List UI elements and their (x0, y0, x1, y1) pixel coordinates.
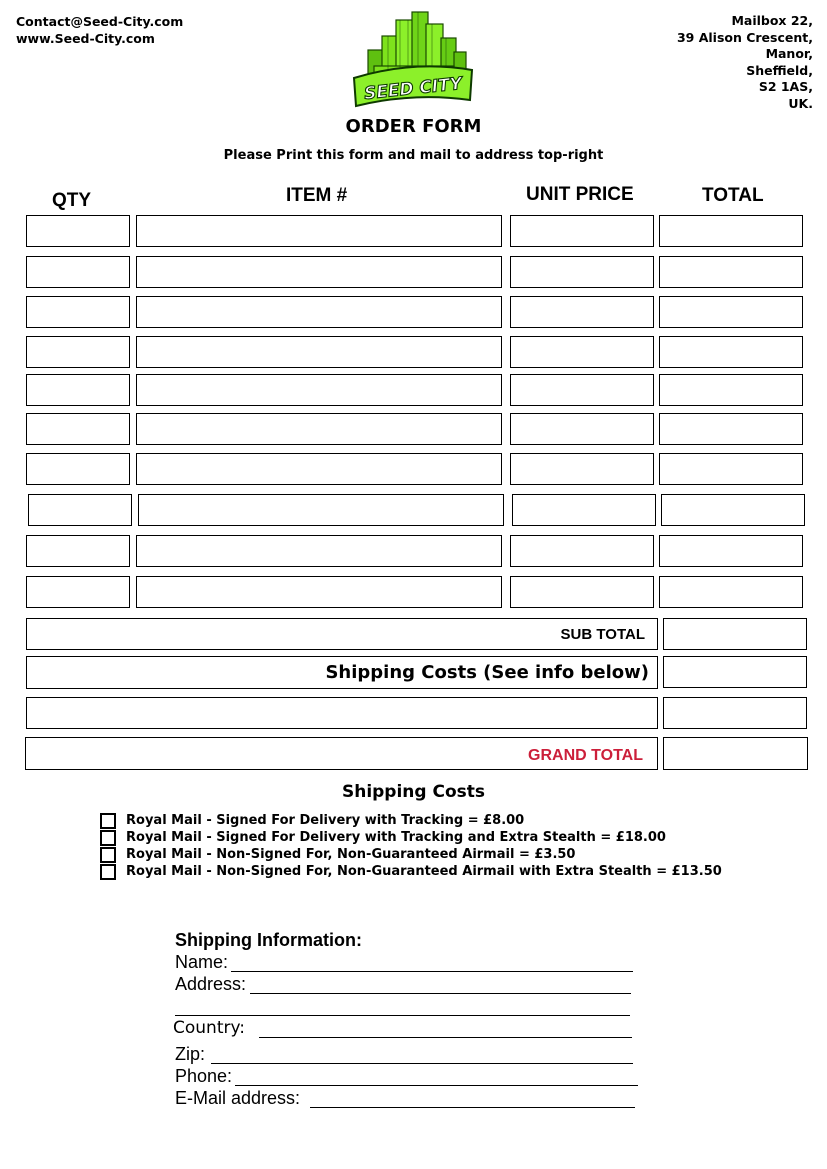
total-cell[interactable] (659, 453, 803, 485)
shipping-costs-title: Shipping Costs (341, 782, 486, 802)
column-header-qty: QTY (52, 190, 92, 211)
unit-price-cell[interactable] (510, 215, 654, 247)
address-line: S2 1AS, (758, 79, 813, 94)
contact-block (16, 13, 183, 47)
qty-cell[interactable] (26, 296, 130, 328)
qty-cell[interactable] (26, 453, 130, 485)
sub-total-row (26, 618, 658, 650)
total-cell[interactable] (659, 256, 803, 288)
shipping-option-label: Royal Mail - Signed For Delivery with Tracking = £8.00 (126, 813, 525, 828)
seed-city-logo (348, 8, 478, 110)
unit-price-cell[interactable] (510, 535, 654, 567)
address-label: Address: (175, 974, 247, 994)
shipping-option-label: Royal Mail - Non-Signed For, Non-Guaranteed Airmail with Extra Stealth = £13.50 (126, 864, 722, 879)
total-cell[interactable] (659, 576, 803, 608)
email-label: E-Mail address: (175, 1088, 301, 1108)
qty-cell[interactable] (26, 215, 130, 247)
item-cell[interactable] (136, 374, 502, 406)
item-cell[interactable] (136, 576, 502, 608)
total-cell[interactable] (659, 535, 803, 567)
zip-line[interactable] (211, 1063, 633, 1064)
sub-total-field[interactable] (663, 618, 807, 650)
total-cell[interactable] (661, 494, 805, 526)
checkbox[interactable] (100, 813, 116, 829)
total-cell[interactable] (659, 336, 803, 368)
address-line-2[interactable] (175, 1015, 630, 1016)
form-subtitle: Please Print this form and mail to address top-right (223, 148, 604, 163)
grand-total-label: GRAND TOTAL (528, 747, 643, 764)
address-line: UK. (788, 95, 813, 111)
country-label: Country: (173, 1018, 246, 1038)
phone-label: Phone: (175, 1066, 233, 1086)
address-line: Sheffield, (746, 62, 813, 78)
total-cell[interactable] (659, 296, 803, 328)
phone-line[interactable] (235, 1085, 638, 1086)
shipping-costs-row (26, 656, 658, 689)
checkbox[interactable] (100, 864, 116, 880)
item-cell[interactable] (136, 336, 502, 368)
contact-website[interactable]: www.Seed-City.com (16, 31, 155, 46)
address-line: Mailbox 22, (731, 13, 813, 28)
mailing-address (677, 13, 813, 112)
name-label: Name: (175, 952, 229, 972)
shipping-option[interactable] (100, 812, 524, 829)
contact-email[interactable]: Contact@Seed-City.com (16, 14, 184, 29)
qty-cell[interactable] (26, 535, 130, 567)
shipping-option[interactable] (100, 846, 575, 863)
total-cell[interactable] (659, 215, 803, 247)
item-cell[interactable] (136, 296, 502, 328)
shipping-option[interactable] (100, 863, 722, 880)
blank-summary-row[interactable] (26, 697, 658, 729)
qty-cell[interactable] (26, 576, 130, 608)
total-cell[interactable] (659, 374, 803, 406)
checkbox[interactable] (100, 830, 116, 846)
item-cell[interactable] (136, 535, 502, 567)
shipping-option-label: Royal Mail - Non-Signed For, Non-Guaranteed Airmail = £3.50 (126, 847, 576, 862)
qty-cell[interactable] (26, 374, 130, 406)
unit-price-cell[interactable] (510, 374, 654, 406)
qty-cell[interactable] (26, 413, 130, 445)
sub-total-label: SUB TOTAL (560, 626, 645, 643)
address-line-1[interactable] (250, 993, 631, 994)
grand-total-row (25, 737, 658, 770)
unit-price-cell[interactable] (512, 494, 656, 526)
unit-price-cell[interactable] (510, 336, 654, 368)
checkbox[interactable] (100, 847, 116, 863)
address-line: 39 Alison Crescent, (676, 29, 813, 45)
qty-cell[interactable] (26, 256, 130, 288)
qty-cell[interactable] (28, 494, 132, 526)
shipping-costs-label: Shipping Costs (See info below) (325, 662, 649, 683)
email-line[interactable] (310, 1107, 635, 1108)
shipping-option[interactable] (100, 829, 666, 846)
country-line[interactable] (259, 1037, 632, 1038)
unit-price-cell[interactable] (510, 576, 654, 608)
name-line[interactable] (231, 971, 633, 972)
shipping-costs-field[interactable] (663, 656, 807, 688)
form-title: ORDER FORM (345, 116, 482, 137)
column-header-unit-price: UNIT PRICE (526, 184, 634, 205)
zip-label: Zip: (175, 1044, 206, 1064)
column-header-item: ITEM # (286, 185, 348, 206)
item-cell[interactable] (136, 215, 502, 247)
item-cell[interactable] (136, 413, 502, 445)
blank-summary-field[interactable] (663, 697, 807, 729)
column-header-total: TOTAL (702, 185, 764, 206)
shipping-option-label: Royal Mail - Signed For Delivery with Tracking and Extra Stealth = £18.00 (126, 830, 666, 845)
total-cell[interactable] (659, 413, 803, 445)
item-cell[interactable] (136, 453, 502, 485)
address-line: Manor, (765, 46, 813, 61)
logo-wordmark: SEED CITY (363, 73, 463, 105)
unit-price-cell[interactable] (510, 453, 654, 485)
item-cell[interactable] (136, 256, 502, 288)
unit-price-cell[interactable] (510, 296, 654, 328)
qty-cell[interactable] (26, 336, 130, 368)
unit-price-cell[interactable] (510, 413, 654, 445)
grand-total-field[interactable] (663, 737, 808, 770)
unit-price-cell[interactable] (510, 256, 654, 288)
item-cell[interactable] (138, 494, 504, 526)
shipping-info-heading: Shipping Information: (175, 930, 362, 950)
